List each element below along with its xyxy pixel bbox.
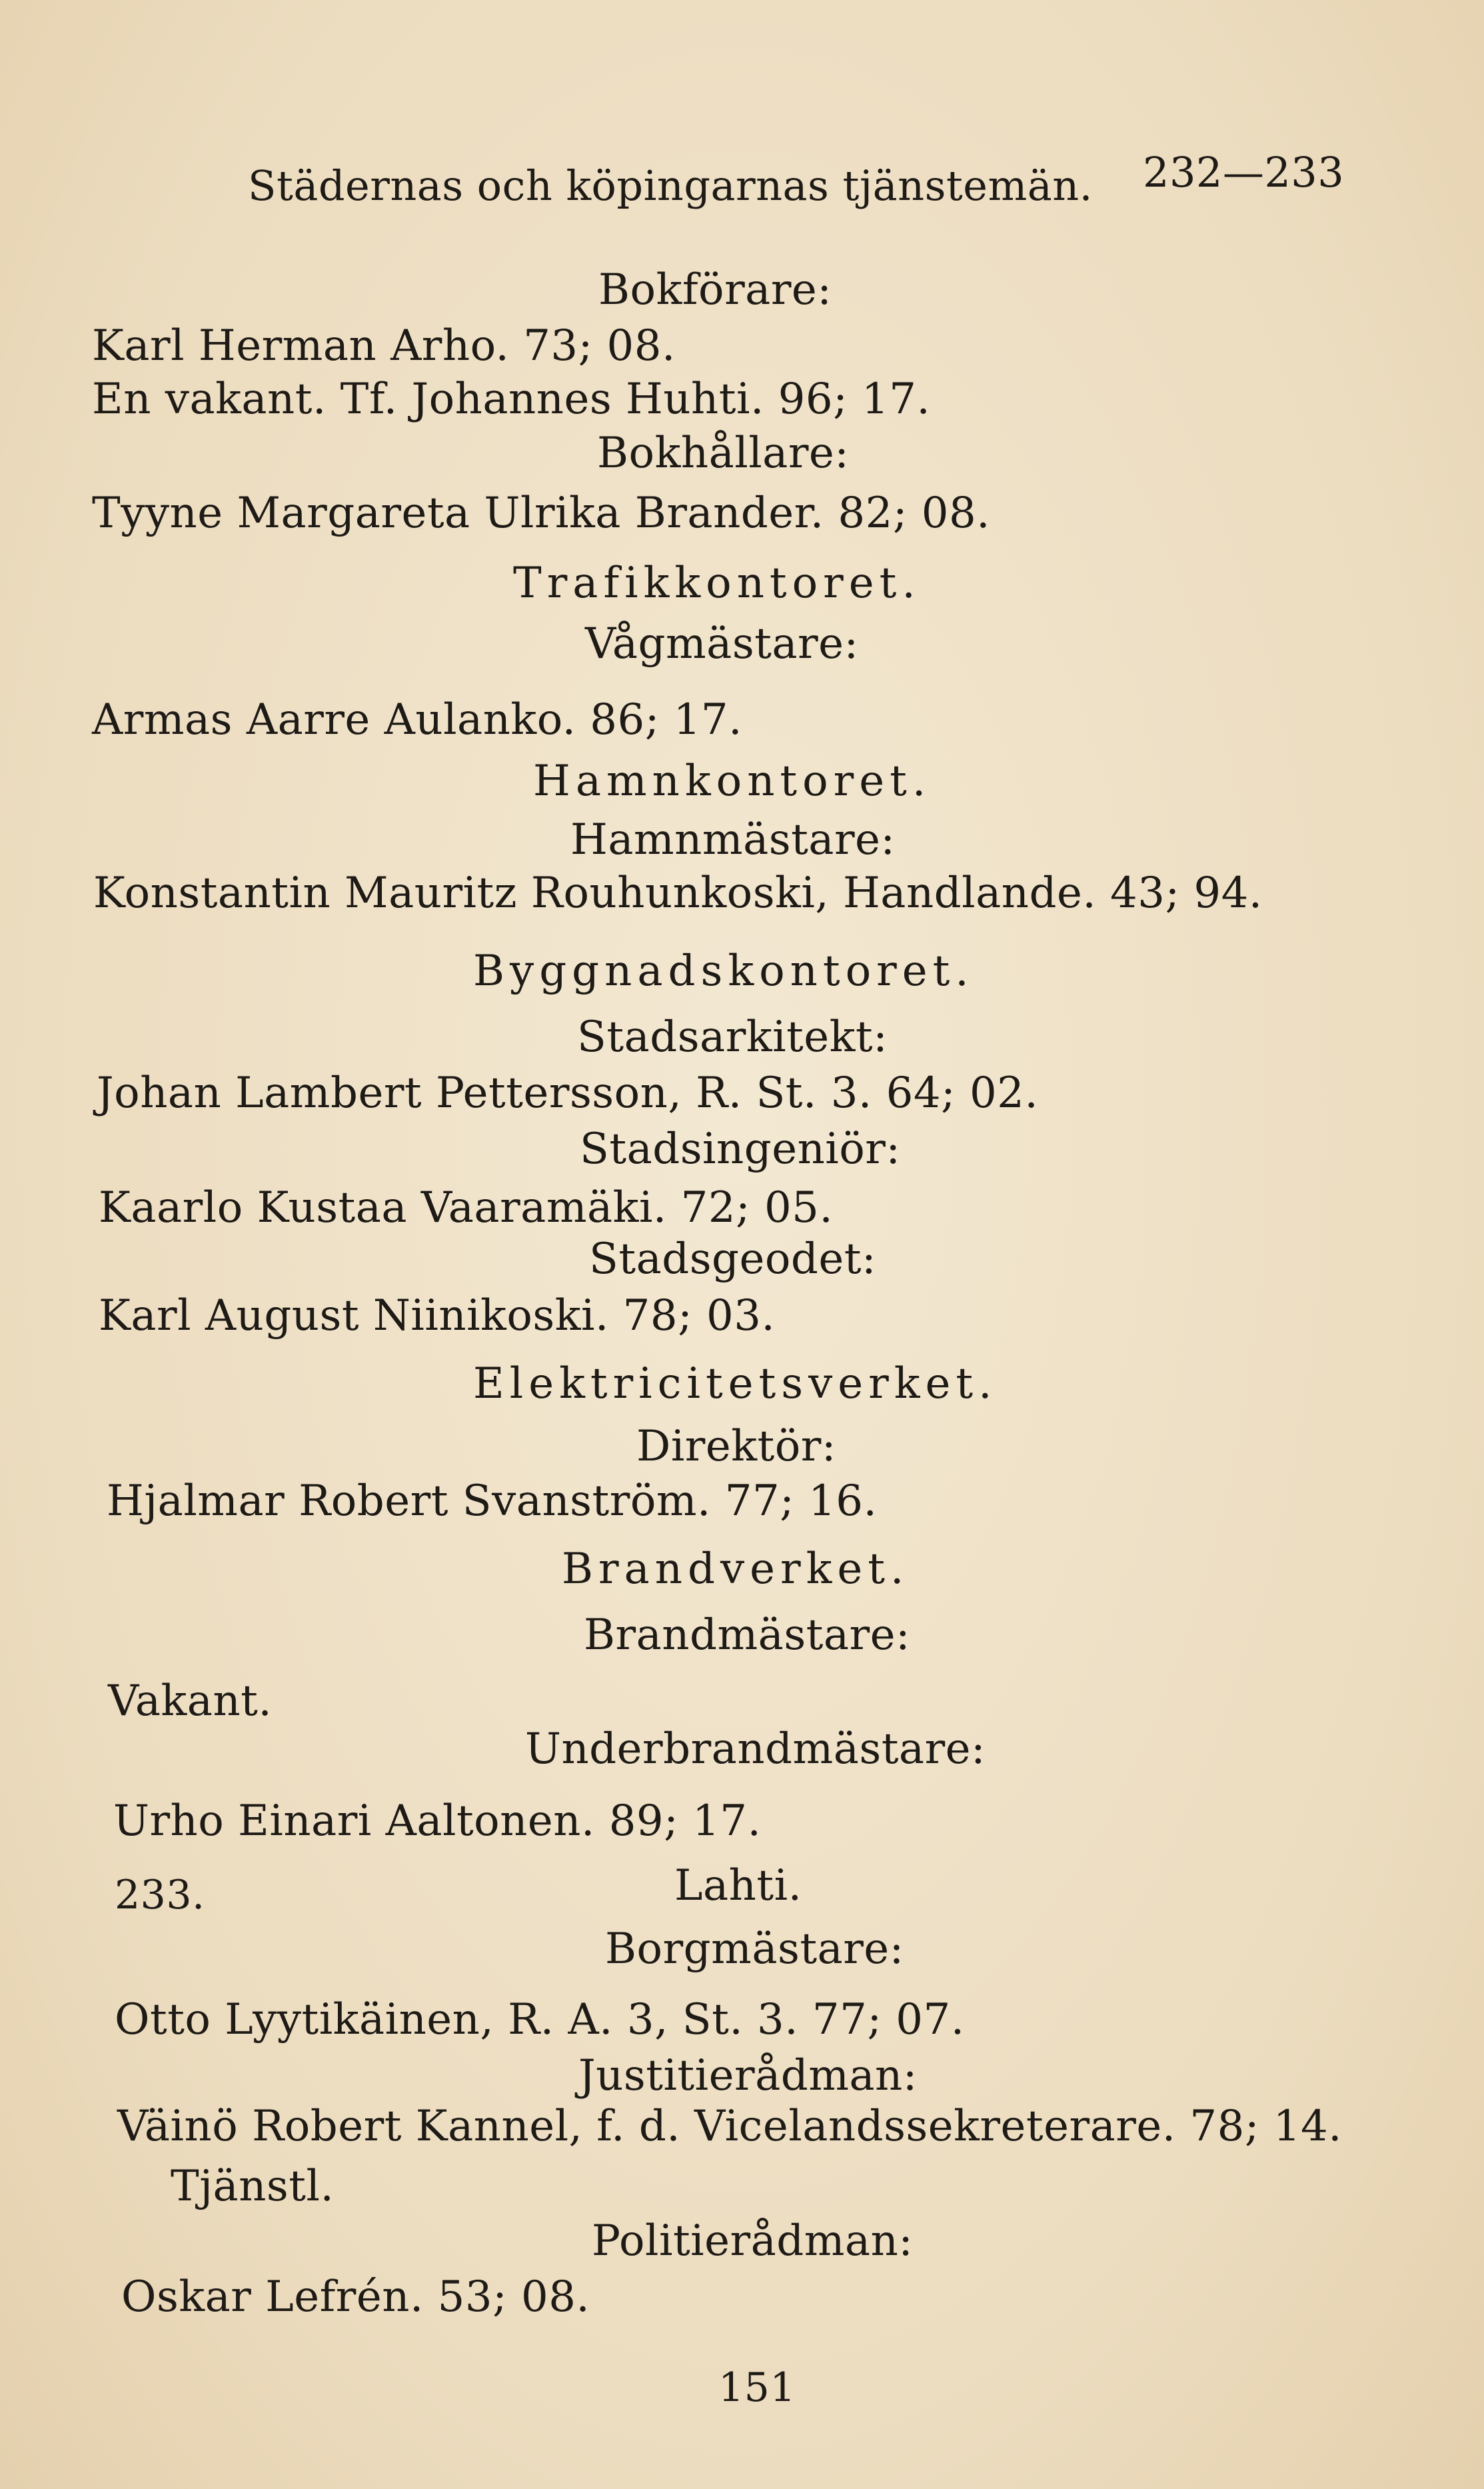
heading-direktor: Direktör: xyxy=(636,1422,836,1471)
entry-aaltonen: Urho Einari Aaltonen. 89; 17. xyxy=(113,1796,762,1846)
section-hamnkontoret: Hamnkontoret. xyxy=(533,757,932,806)
heading-bokforare: Bokförare: xyxy=(598,265,832,315)
entry-vakant: Vakant. xyxy=(108,1676,273,1726)
entry-vaaramaki: Kaarlo Kustaa Vaaramäki. 72; 05. xyxy=(99,1183,834,1233)
entry-aulanko: Armas Aarre Aulanko. 86; 17. xyxy=(92,695,742,745)
heading-hamnmastare: Hamnmästare: xyxy=(570,815,896,865)
entry-brander: Tyyne Margareta Ulrika Brander. 82; 08. xyxy=(92,489,990,538)
section-byggnadskontoret: Byggnadskontoret. xyxy=(473,947,974,996)
city-heading-lahti: Lahti. xyxy=(674,1861,802,1910)
entry-svanstrom: Hjalmar Robert Svanström. 77; 16. xyxy=(107,1476,878,1526)
page-number: 151 xyxy=(718,2364,796,2411)
entry-lefren: Oskar Lefrén. 53; 08. xyxy=(121,2272,590,2322)
section-number-233: 233. xyxy=(115,1872,205,1918)
heading-bokhallare: Bokhållare: xyxy=(597,429,850,478)
entry-huhti: En vakant. Tf. Johannes Huhti. 96; 17. xyxy=(92,375,931,424)
heading-stadsarkitekt: Stadsarkitekt: xyxy=(577,1013,888,1062)
section-range: 232—233 xyxy=(1143,148,1345,197)
section-elektricitetsverket: Elektricitetsverket. xyxy=(473,1359,998,1408)
heading-vagmastare: Vågmästare: xyxy=(585,619,859,669)
entry-kannel: Väinö Robert Kannel, f. d. Vicelandssekreterare. 78; 14. xyxy=(117,2102,1342,2151)
entry-arho: Karl Herman Arho. 73; 08. xyxy=(92,321,676,371)
heading-borgmastare: Borgmästare: xyxy=(605,1924,904,1974)
entry-rouhunkoski: Konstantin Mauritz Rouhunkoski, Handlande. 43; 94. xyxy=(93,869,1263,918)
section-trafikkontoret: Trafikkontoret. xyxy=(513,559,921,608)
running-title: Städernas och köpingarnas tjänstemän. xyxy=(248,161,1093,210)
heading-underbrandmastare: Underbrandmästare: xyxy=(525,1724,986,1774)
heading-stadsgeodet: Stadsgeodet: xyxy=(589,1235,877,1284)
entry-niinikoski: Karl August Niinikoski. 78; 03. xyxy=(99,1291,776,1340)
heading-politieradman: Politierådman: xyxy=(592,2216,914,2266)
heading-brandmastare: Brandmästare: xyxy=(584,1610,911,1660)
section-brandverket: Brandverket. xyxy=(562,1544,910,1594)
heading-stadsingenior: Stadsingeniör: xyxy=(580,1125,901,1174)
entry-lyytikainen: Otto Lyytikäinen, R. A. 3, St. 3. 77; 07. xyxy=(115,1995,965,2044)
entry-kannel-note: Tjänstl. xyxy=(171,2162,335,2211)
heading-justitieradman: Justitierådman: xyxy=(578,2051,918,2100)
entry-pettersson: Johan Lambert Pettersson, R. St. 3. 64; 02. xyxy=(97,1069,1039,1118)
